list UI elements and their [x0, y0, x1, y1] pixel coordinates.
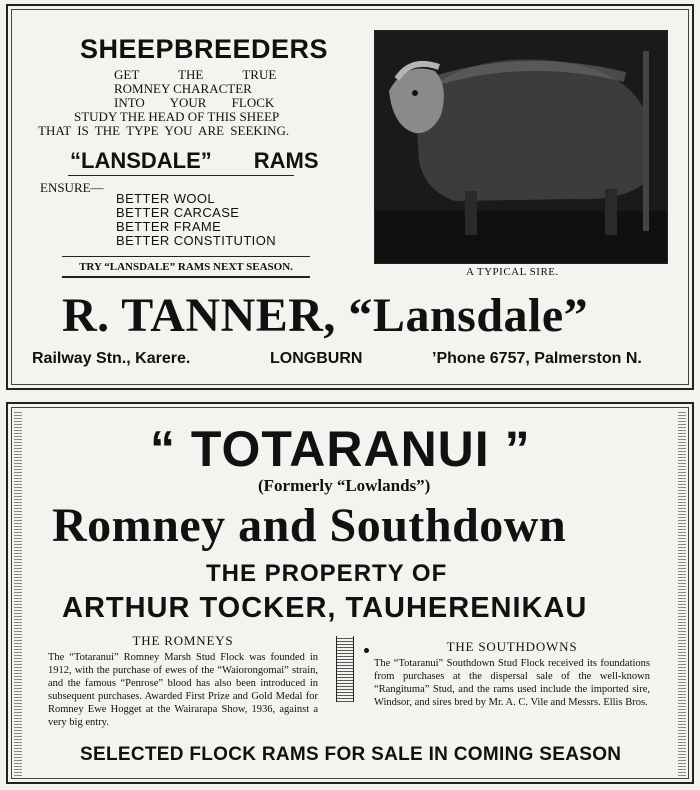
sheepbreeders-headline: SHEEPBREEDERS: [80, 34, 329, 64]
rams-label: RAMS: [253, 148, 319, 173]
breeder-name: R. TANNER, “Lansdale”: [62, 289, 589, 342]
southdowns-column: [374, 640, 650, 709]
column-divider: [336, 636, 354, 702]
blurb-line: THAT IS THE TYPE YOU ARE SEEKING.: [38, 123, 290, 138]
breeds-heading: Romney and Southdown: [52, 499, 567, 552]
lansdale-rams-heading: [70, 148, 319, 174]
lansdale-advertisement: [6, 4, 694, 390]
sheep-photo: [374, 30, 668, 264]
railway-station: Railway Stn., Karere.: [32, 350, 191, 367]
blurb-line: STUDY THE HEAD OF THIS SHEEP: [74, 109, 280, 124]
romneys-heading: THE ROMNEYS: [132, 633, 234, 648]
benefit-item: BETTER FRAME: [116, 219, 222, 234]
formerly-lowlands: (Formerly “Lowlands”): [258, 476, 431, 495]
benefits-list: [116, 192, 276, 248]
ensure-label: ENSURE—: [40, 180, 104, 195]
ram-image: [375, 31, 668, 264]
divider-rule: [68, 175, 294, 176]
left-border-hatching: [14, 410, 22, 776]
right-border-hatching: [678, 410, 686, 776]
blurb-line: INTO YOUR FLOCK: [114, 95, 275, 110]
blurb-line: ROMNEY CHARACTER: [114, 81, 252, 96]
bullet-dot: [364, 648, 369, 653]
benefit-item: BETTER WOOL: [116, 191, 216, 206]
rams-for-sale: SELECTED FLOCK RAMS FOR SALE IN COMING SEASON: [80, 744, 622, 765]
blurb-line: GET THE TRUE: [114, 67, 277, 82]
benefit-item: BETTER CONSTITUTION: [116, 233, 276, 248]
lansdale-name: “LANSDALE”: [70, 148, 212, 173]
phone-number: ’Phone 6757, Palmerston N.: [432, 350, 642, 367]
totaranui-advertisement: [6, 402, 694, 784]
romneys-text: The “Totaranui” Romney Marsh Stud Flock was founded in 1912, with the purchase of ewes of the “Waiorongomai” strain, and the famous “Penrose” blood has also been introduced in subsequent purchases. Awarded First Prize and Gold Medal for Romney Ewe Hogget at the Wairarapa Show, 1936, against a very big entry.: [48, 652, 318, 728]
property-of: THE PROPERTY OF: [206, 560, 448, 587]
totaranui-title: “ TOTARANUI ”: [150, 421, 531, 477]
town-name: LONGBURN: [270, 350, 363, 367]
romneys-column: [48, 634, 318, 729]
photo-caption: A TYPICAL SIRE.: [466, 266, 559, 278]
southdowns-text: The “Totaranui” Southdown Stud Flock received its foundations from purchases at the dispersal sale of the well-known “Rangituma” Stud, and the rams used include the imported sire, Windsor, and sires bred by Mr. A. C. Vile and Messrs. Ellis Bros.: [374, 658, 650, 708]
owner-name: ARTHUR TOCKER, TAUHERENIKAU: [62, 592, 588, 624]
benefit-item: BETTER CARCASE: [116, 205, 240, 220]
southdowns-heading: THE SOUTHDOWNS: [446, 639, 578, 654]
try-next-season-box: TRY “LANSDALE” RAMS NEXT SEASON.: [62, 256, 310, 278]
